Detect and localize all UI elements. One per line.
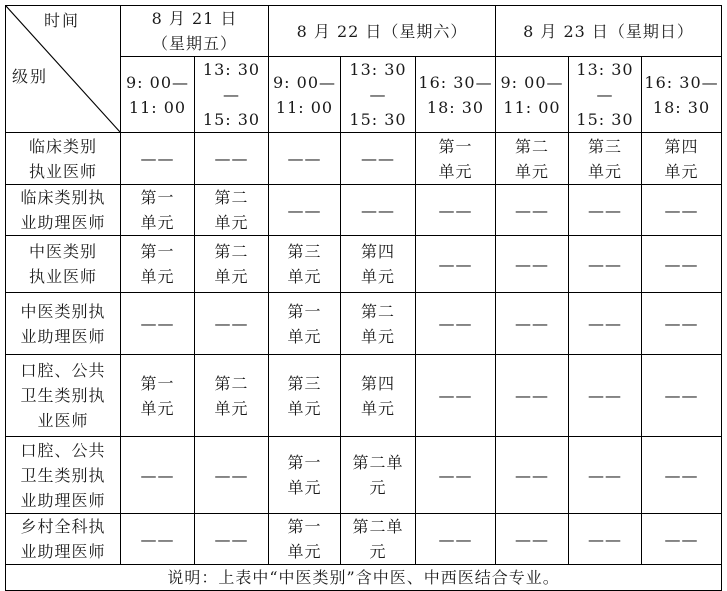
schedule-cell: ——	[341, 133, 416, 185]
row-level-label: 中医类别执 业助理医师	[6, 293, 121, 355]
schedule-cell: 第三 单元	[569, 133, 642, 185]
day-header-aug23: 8 月 23 日（星期日）	[496, 6, 722, 57]
schedule-cell: ——	[496, 236, 569, 293]
schedule-cell: 第三 单元	[269, 236, 341, 293]
row-level-label: 口腔、公共 卫生类别执 业医师	[6, 355, 121, 437]
slot-header: 13: 30— 15: 30	[341, 57, 416, 133]
table-row	[6, 437, 722, 514]
schedule-cell: ——	[569, 514, 642, 565]
slot-header: 16: 30— 18: 30	[416, 57, 496, 133]
slot-header: 9: 00— 11: 00	[121, 57, 195, 133]
schedule-cell: 第三 单元	[269, 355, 341, 437]
schedule-cell: ——	[269, 185, 341, 236]
row-level-label: 中医类别 执业医师	[6, 236, 121, 293]
schedule-cell: 第二 单元	[341, 293, 416, 355]
exam-schedule-table	[5, 5, 722, 591]
schedule-cell: 第一 单元	[121, 185, 195, 236]
schedule-cell: 第二 单元	[195, 236, 269, 293]
schedule-cell: 第一 单元	[269, 293, 341, 355]
schedule-cell: ——	[496, 293, 569, 355]
schedule-cell: ——	[121, 133, 195, 185]
table-row	[6, 185, 722, 236]
schedule-cell: ——	[416, 355, 496, 437]
schedule-cell: ——	[569, 293, 642, 355]
header-corner-cell	[6, 6, 121, 133]
schedule-cell: ——	[195, 514, 269, 565]
schedule-cell: ——	[341, 185, 416, 236]
schedule-cell: ——	[416, 185, 496, 236]
schedule-cell: ——	[121, 293, 195, 355]
table-note: 说明：上表中“中医类别”含中医、中西医结合专业。	[6, 565, 722, 591]
schedule-cell: ——	[416, 236, 496, 293]
schedule-cell: ——	[642, 236, 722, 293]
schedule-cell: ——	[121, 514, 195, 565]
schedule-cell: 第一 单元	[269, 437, 341, 514]
schedule-cell: ——	[569, 437, 642, 514]
schedule-cell: ——	[195, 133, 269, 185]
schedule-cell: ——	[195, 437, 269, 514]
schedule-cell: ——	[416, 514, 496, 565]
schedule-cell: 第一 单元	[121, 236, 195, 293]
note-row	[6, 565, 722, 591]
table-row	[6, 355, 722, 437]
header-row-days	[6, 6, 722, 57]
schedule-cell: 第四 单元	[642, 133, 722, 185]
schedule-cell: ——	[569, 236, 642, 293]
slot-header: 16: 30— 18: 30	[642, 57, 722, 133]
schedule-cell: 第二 单元	[496, 133, 569, 185]
schedule-cell: ——	[569, 355, 642, 437]
row-level-label: 临床类别 执业医师	[6, 133, 121, 185]
schedule-cell: 第二 单元	[195, 185, 269, 236]
table-row	[6, 236, 722, 293]
schedule-cell: 第一 单元	[416, 133, 496, 185]
schedule-cell: ——	[642, 355, 722, 437]
row-level-label: 乡村全科执 业助理医师	[6, 514, 121, 565]
schedule-cell: 第一 单元	[121, 355, 195, 437]
schedule-cell: ——	[496, 355, 569, 437]
schedule-cell: ——	[416, 293, 496, 355]
schedule-cell: ——	[569, 185, 642, 236]
slot-header: 13: 30— 15: 30	[569, 57, 642, 133]
day-header-aug22: 8 月 22 日（星期六）	[269, 6, 496, 57]
schedule-cell: ——	[269, 133, 341, 185]
schedule-cell: 第四 单元	[341, 236, 416, 293]
slot-header: 9: 00— 11: 00	[496, 57, 569, 133]
slot-header: 9: 00— 11: 00	[269, 57, 341, 133]
row-level-label: 口腔、公共 卫生类别执 业助理医师	[6, 437, 121, 514]
schedule-cell: ——	[642, 185, 722, 236]
schedule-cell: ——	[642, 293, 722, 355]
schedule-cell: 第四 单元	[341, 355, 416, 437]
schedule-cell: ——	[416, 437, 496, 514]
schedule-cell: ——	[121, 437, 195, 514]
schedule-cell: ——	[195, 293, 269, 355]
table-row	[6, 514, 722, 565]
schedule-cell: ——	[496, 514, 569, 565]
schedule-cell: ——	[496, 437, 569, 514]
schedule-cell: 第二单 元	[341, 514, 416, 565]
day-header-aug21: 8 月 21 日 （星期五）	[121, 6, 269, 57]
table-row	[6, 293, 722, 355]
schedule-cell: 第二 单元	[195, 355, 269, 437]
row-level-label: 临床类别执 业助理医师	[6, 185, 121, 236]
schedule-cell: 第二单 元	[341, 437, 416, 514]
table-row	[6, 133, 722, 185]
corner-label-time: 时间	[44, 11, 81, 30]
slot-header: 13: 30— 15: 30	[195, 57, 269, 133]
corner-label-level: 级别	[12, 67, 49, 86]
schedule-cell: 第一 单元	[269, 514, 341, 565]
schedule-cell: ——	[642, 437, 722, 514]
schedule-cell: ——	[496, 185, 569, 236]
schedule-cell: ——	[642, 514, 722, 565]
